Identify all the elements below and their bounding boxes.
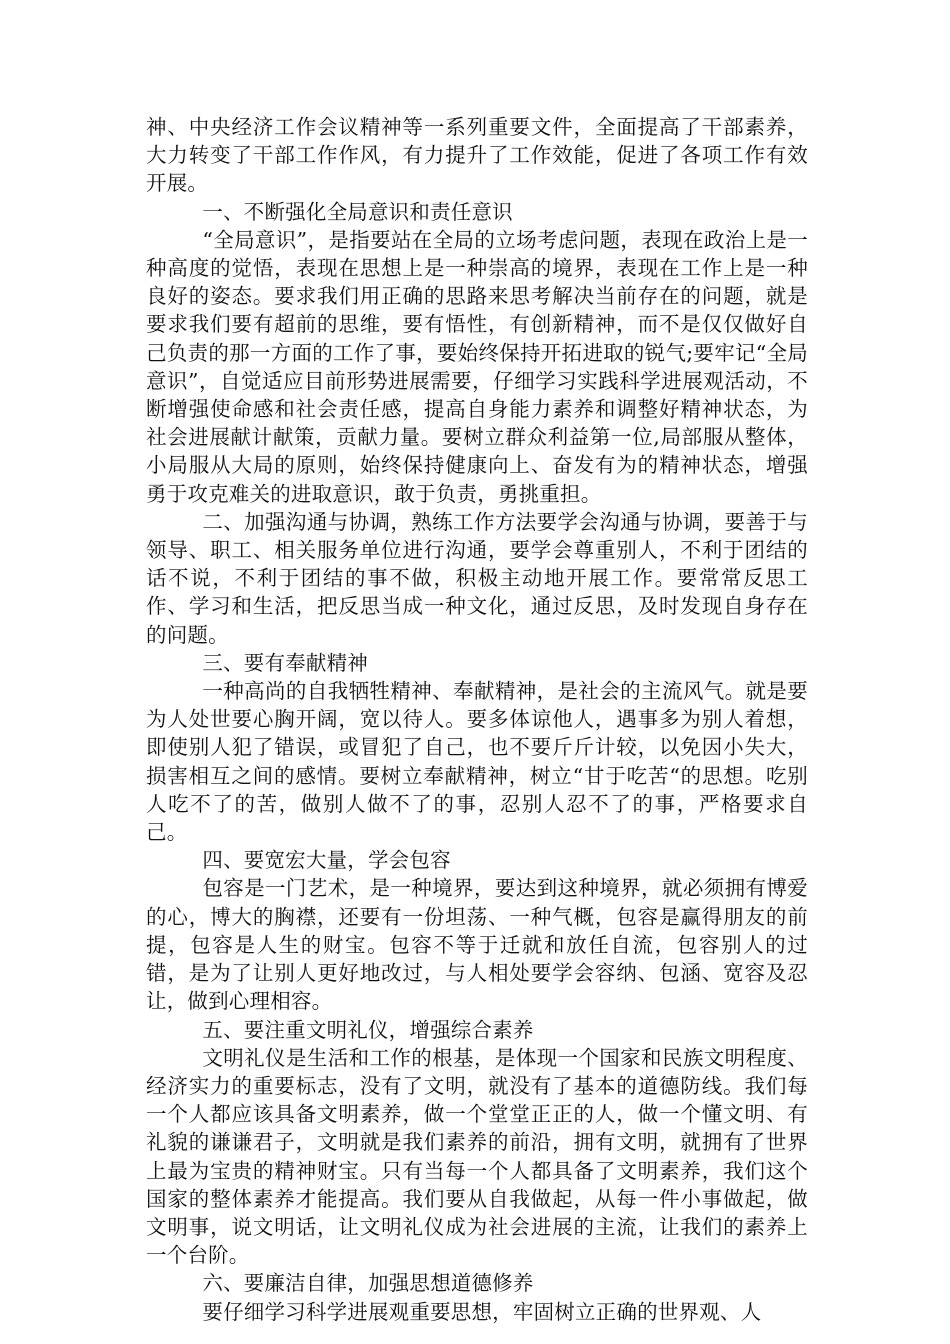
section-heading-1: 一、不断强化全局意识和责任意识 <box>202 199 513 224</box>
paragraph-global-awareness: “全局意识”，是指要站在全局的立场考虑问题，表现在政治上是一种高度的觉悟，表现在思想上是一种崇高的境界，表现在工作上是一种良好的姿态。要求我们用正确的思路来思考解决当前存在的问题，就是要求我们要有超前的思维，要有悟性，有创新精神，而不是仅仅做好自己负责的那一方面的工作了事，要始终保持开拓进取的锐气;要牢记“全局意识”，自觉适应目前形势进展需要，仔细学习实践科学进展观活动，不断增强使命感和社会责任感，提高自身能力素养和调整好精神状态，为社会进展献计献策，贡献力量。要树立群众利益第一位,局部服从整体，小局服从大局的原则，始终保持健康向上、奋发有为的精神状态，增强勇于攻克难关的进取意识，敢于负责，勇挑重担。 <box>146 227 808 506</box>
section-heading-4: 四、要宽宏大量，学会包容 <box>202 848 451 873</box>
document-page <box>146 113 808 1326</box>
section-heading-6: 六、要廉洁自律，加强思想道德修养 <box>202 1271 534 1296</box>
paragraph-intro-continued: 神、中央经济工作会议精神等一系列重要文件，全面提高了干部素养，大力转变了干部工作作风，有力提升了工作效能，促进了各项工作有效开展。 <box>146 115 808 196</box>
section-heading-5: 五、要注重文明礼仪，增强综合素养 <box>202 1017 534 1042</box>
paragraph-integrity: 要仔细学习科学进展观重要思想，牢固树立正确的世界观、人 <box>202 1299 762 1324</box>
section-heading-3: 三、要有奉献精神 <box>202 650 368 675</box>
paragraph-tolerance: 包容是一门艺术，是一种境界，要达到这种境界，就必须拥有博爱的心，博大的胸襟，还要有一份坦荡、一种气概，包容是赢得朋友的前提，包容是人生的财宝。包容不等于迁就和放任自流，包容别人的过错，是为了让别人更好地改过，与人相处要学会容纳、包涵、宽容及忍让，做到心理相容。 <box>146 876 808 1014</box>
paragraph-etiquette: 文明礼仪是生活和工作的根基，是体现一个国家和民族文明程度、经济实力的重要标志，没有了文明，就没有了基本的道德防线。我们每一个人都应该具备文明素养，做一个堂堂正正的人，做一个懂文明、有礼貌的谦谦君子，文明就是我们素养的前沿，拥有文明，就拥有了世界上最为宝贵的精神财宝。只有当每一个人都具备了文明素养，我们这个国家的整体素养才能提高。我们要从自我做起，从每一件小事做起，做文明事，说文明话，让文明礼仪成为社会进展的主流，让我们的素养上一个台阶。 <box>146 1045 808 1268</box>
paragraph-dedication: 一种高尚的自我牺牲精神、奉献精神，是社会的主流风气。就是要为人处世要心胸开阔，宽以待人。要多体谅他人，遇事多为别人着想，即使别人犯了错误，或冒犯了自己，也不要斤斤计较，以免因小失大，损害相互之间的感情。要树立奉献精神，树立“甘于吃苦“的思想。吃别人吃不了的苦，做别人做不了的事，忍别人忍不了的事，严格要求自己。 <box>146 679 808 845</box>
paragraph-communication: 二、加强沟通与协调，熟练工作方法要学会沟通与协调，要善于与领导、职工、相关服务单位进行沟通，要学会尊重别人，不利于团结的话不说，不利于团结的事不做，积极主动地开展工作。要常常反思工作、学习和生活，把反思当成一种文化，通过反思，及时发现自身存在的问题。 <box>146 509 808 647</box>
